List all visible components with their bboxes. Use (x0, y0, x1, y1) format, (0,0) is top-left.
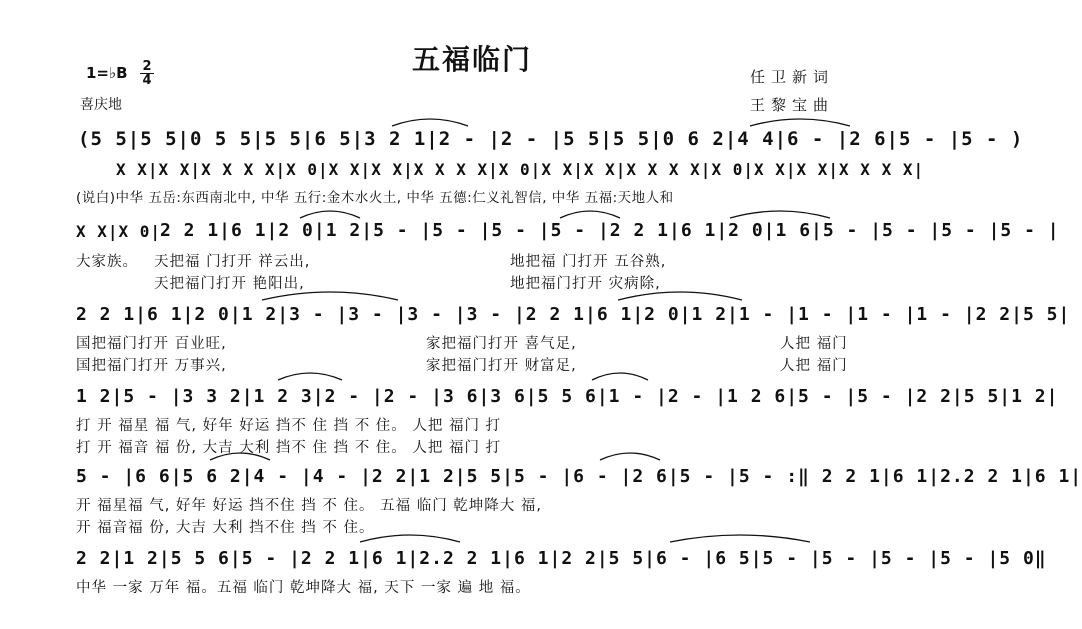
row4-lyrics-verse2: 打 开 福音 福 份, 大吉 大利 挡不 住 挡 不 住。 人把 福门 打 (76, 440, 502, 456)
key-signature: 1=♭B (86, 64, 128, 82)
row3-notes: 2 2 1|6 1|2 0|1 2|3 - |3 - |3 - |3 - |2 2 1|6 1|2 0|1 2|1 - |1 - |1 - |1 - |2 2|5 5| (76, 304, 1071, 325)
row1-notes: (5 5|5 5|0 5 5|5 5|6 5|3 2 1|2 - |2 - |5 5|5 5|0 6 2|4 4|6 - |2 6|5 - |5 - ) (78, 128, 1024, 150)
lyricist-credit: 任卫新词 (749, 68, 834, 86)
row1-lyrics: (说白)中华 五岳:东西南北中, 中华 五行:金木水火土, 中华 五德:仁义礼智信, 中华 五福:天地人和 (76, 190, 674, 206)
song-title: 五福临门 (411, 43, 532, 76)
row2-lyrics-verse2-b: 地把福门打开 灾病除, (510, 276, 661, 292)
row3-lyrics-verse2-b: 家把福门打开 财富足, (426, 358, 577, 374)
row3-lyrics-verse1-a: 国把福门打开 百业旺, (76, 336, 227, 352)
composer-credit: 王黎宝曲 (749, 96, 834, 114)
row2-lyrics-verse2-a: 天把福门打开 艳阳出, (154, 276, 305, 292)
row6-lyrics: 中华 一家 万年 福。五福 临门 乾坤降大 福, 天下 一家 遍 地 福。 (76, 580, 531, 596)
row5-lyrics-verse1: 开 福星福 气, 好年 好运 挡不住 挡 不 住。 五福 临门 乾坤降大 福, (76, 498, 543, 514)
row2-notes: 2 2 1|6 1|2 0|1 2|5 - |5 - |5 - |5 - |2 2 1|6 1|2 0|1 6|5 - |5 - |5 - |5 - | (160, 220, 1060, 241)
row3-lyrics-verse1-c: 人把 福门 (780, 336, 848, 352)
row5-notes: 5 - |6 6|5 6 2|4 - |4 - |2 2|1 2|5 5|5 - |6 - |2 6|5 - |5 - :‖ 2 2 1|6 1|2.2 2 1|6 1| (76, 466, 1082, 487)
row2-lyrics-intro: 大家族。 (76, 254, 138, 270)
tempo-marking: 喜庆地 (80, 97, 122, 113)
row1-rhythm: X X|X X|X X X X|X 0|X X|X X|X X X X|X 0|X X|X X|X X X X|X 0|X X|X X|X X X X| (116, 160, 925, 179)
row3-lyrics-verse2-c: 人把 福门 (780, 358, 848, 374)
row6-notes: 2 2|1 2|5 5 6|5 - |2 2 1|6 1|2.2 2 1|6 1|2 2|5 5|6 - |6 5|5 - |5 - |5 - |5 - |5 0‖ (76, 548, 1047, 569)
row5-lyrics-verse2: 开 福音福 份, 大吉 大利 挡不住 挡 不 住。 (76, 520, 375, 536)
row2-lyrics-verse1-a: 天把福 门打开 祥云出, (154, 254, 311, 270)
row4-notes: 1 2|5 - |3 3 2|1 2 3|2 - |2 - |3 6|3 6|5 5 6|1 - |2 - |1 2 6|5 - |5 - |2 2|5 5|1 2| (76, 386, 1059, 407)
row2-rhythm: X X|X 0| (76, 222, 162, 241)
row2-lyrics-verse1-b: 地把福 门打开 五谷熟, (510, 254, 667, 270)
time-signature: 2 4 (140, 60, 154, 87)
row3-lyrics-verse1-b: 家把福门打开 喜气足, (426, 336, 577, 352)
row3-lyrics-verse2-a: 国把福门打开 万事兴, (76, 358, 227, 374)
row4-lyrics-verse1: 打 开 福星 福 气, 好年 好运 挡不 住 挡 不 住。 人把 福门 打 (76, 418, 502, 434)
